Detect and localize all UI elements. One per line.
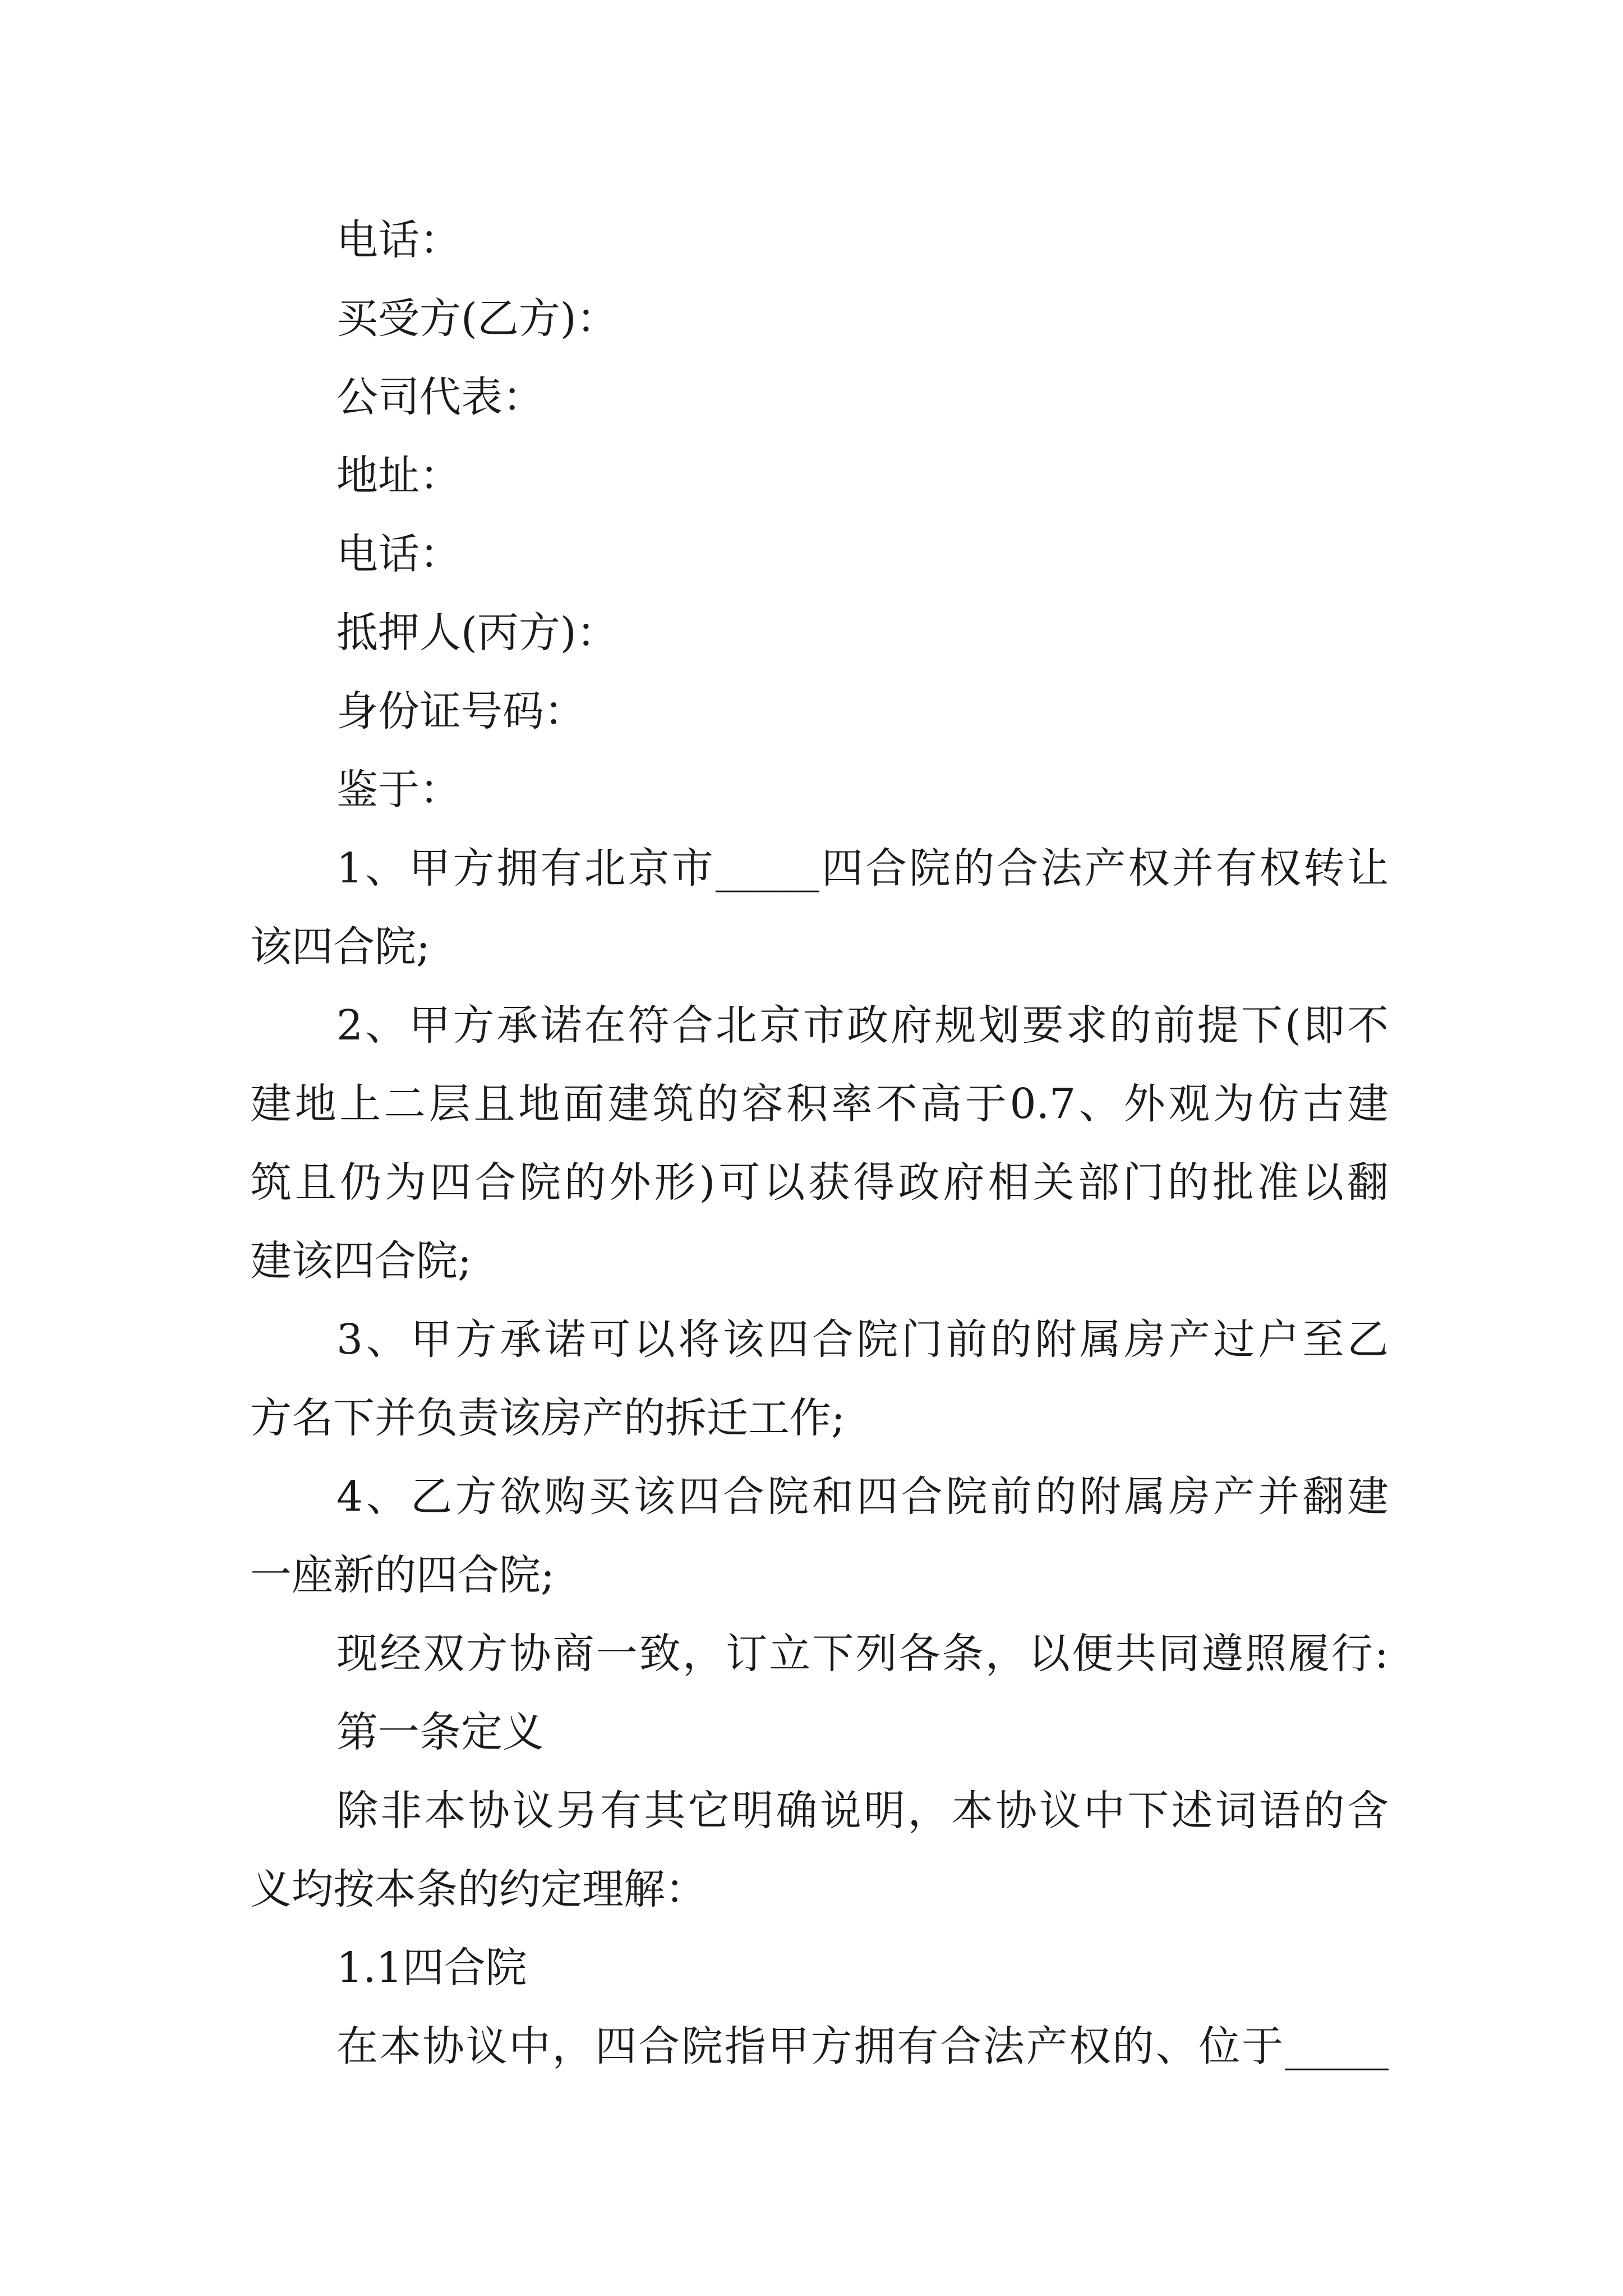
recital-1-line-1: 1、甲方拥有北京市_____四合院的合法产权并有权转让 <box>336 844 1389 892</box>
article-1-para-line-1: 除非本协议另有其它明确说明，本协议中下述词语的含 <box>336 1787 1389 1835</box>
article-1-para-line-2: 义均按本条的约定理解： <box>250 1865 707 1913</box>
section-1-1-heading: 1.1四合院 <box>336 1944 527 1992</box>
address-label: 地址： <box>336 452 461 500</box>
company-rep-label: 公司代表： <box>336 373 544 421</box>
recital-4-line-2: 一座新的四合院; <box>250 1551 555 1599</box>
recital-2-line-4: 建该四合院; <box>250 1237 472 1285</box>
article-1-heading: 第一条定义 <box>336 1708 544 1756</box>
buyer-phone-label: 电话： <box>336 530 461 578</box>
recital-3-line-1: 3、甲方承诺可以将该四合院门前的附属房产过户至乙 <box>336 1315 1389 1364</box>
agreement-intro: 现经双方协商一致，订立下列各条，以便共同遵照履行: <box>336 1630 1389 1678</box>
buyer-label: 买受方(乙方)： <box>336 295 618 343</box>
section-1-1-para-line-1: 在本协议中，四合院指甲方拥有合法产权的、位于_____ <box>336 2022 1389 2070</box>
mortgagor-label: 抵押人(丙方)： <box>336 609 618 657</box>
recital-1-line-2: 该四合院; <box>250 923 430 971</box>
whereas-heading: 鉴于： <box>336 766 461 814</box>
recital-2-line-3: 筑且仍为四合院的外形)可以获得政府相关部门的批准以翻 <box>250 1158 1389 1207</box>
recital-3-line-2: 方名下并负责该房产的拆迁工作; <box>250 1394 845 1442</box>
seller-phone-label: 电话： <box>336 216 461 264</box>
id-number-label: 身份证号码： <box>336 687 585 735</box>
recital-2-line-2: 建地上二层且地面建筑的容积率不高于0.7、外观为仿古建 <box>250 1080 1389 1128</box>
recital-4-line-1: 4、乙方欲购买该四合院和四合院前的附属房产并翻建 <box>336 1473 1389 1521</box>
recital-2-line-1: 2、甲方承诺在符合北京市政府规划要求的前提下(即不 <box>336 1001 1389 1050</box>
